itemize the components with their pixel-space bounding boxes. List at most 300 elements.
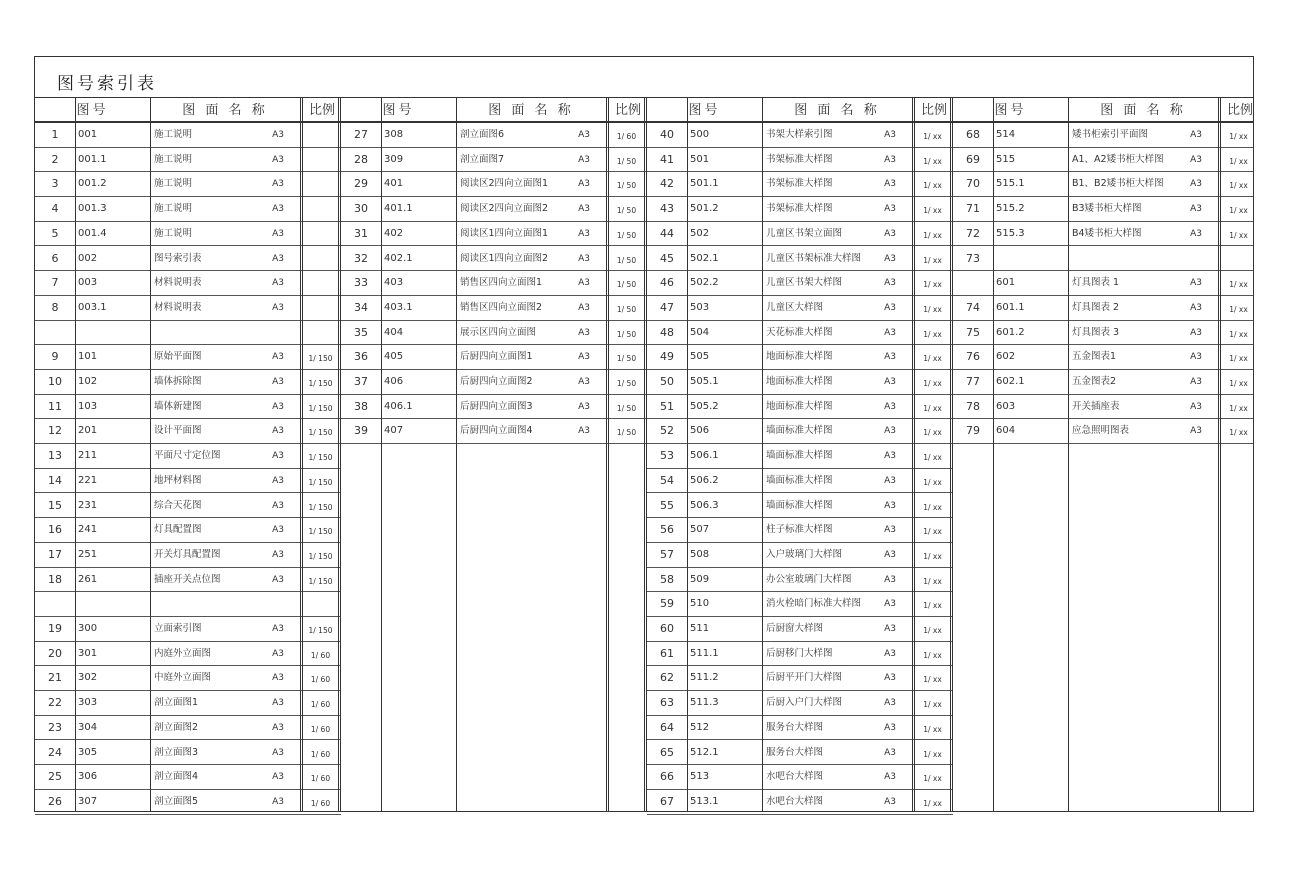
index-grid	[35, 98, 1253, 812]
table-row	[647, 518, 953, 543]
drawing-code: 102	[78, 376, 98, 387]
drawing-scale: 1/ xx	[1229, 132, 1248, 141]
drawing-code: 261	[78, 573, 98, 585]
paper-size: A3	[884, 302, 896, 313]
index-column-group	[341, 98, 647, 812]
drawing-name: 施工说明	[154, 227, 193, 239]
row-number: 37	[354, 375, 368, 388]
table-row	[953, 395, 1253, 420]
drawing-scale: 1/ xx	[1229, 181, 1248, 191]
drawing-scale: 1/ 50	[616, 403, 637, 413]
drawing-scale: 1/ xx	[923, 650, 942, 660]
drawing-code: 506.3	[690, 499, 719, 511]
table-row	[953, 419, 1253, 444]
drawing-code: 507	[690, 524, 710, 536]
table-row	[953, 222, 1253, 247]
drawing-scale: 1/ xx	[923, 206, 942, 216]
table-row	[35, 716, 341, 741]
drawing-name: 地面标准大样图	[766, 400, 833, 412]
drawing-scale: 1/ xx	[923, 280, 942, 290]
table-row	[35, 444, 341, 469]
drawing-name: 墙面标准大样图	[766, 425, 833, 437]
drawing-name: 消火栓暗门标准大样图	[766, 598, 862, 610]
table-row	[341, 271, 647, 296]
drawing-code: 403	[384, 277, 404, 289]
drawing-code: 309	[384, 153, 404, 165]
drawing-name: 销售区四向立面图2	[460, 301, 543, 313]
header-number: 图号	[76, 103, 109, 118]
row-number: 10	[48, 375, 62, 388]
table-row	[35, 395, 341, 420]
drawing-code: 001.2	[78, 178, 107, 190]
drawing-code: 300	[78, 623, 98, 634]
paper-size: A3	[1190, 204, 1202, 215]
drawing-scale: 1/ xx	[923, 132, 942, 141]
paper-size: A3	[272, 278, 284, 289]
table-row	[35, 790, 341, 815]
drawing-name: 儿童区大样图	[766, 301, 824, 313]
row-number: 23	[48, 720, 62, 734]
row-number: 7	[51, 276, 59, 290]
index-sheet	[34, 56, 1254, 812]
drawing-scale: 1/ xx	[923, 477, 942, 487]
paper-size: A3	[1190, 228, 1202, 239]
drawing-code: 251	[78, 548, 98, 560]
drawing-name: 剖立面图1	[154, 697, 199, 709]
column-divider	[381, 98, 382, 812]
drawing-name: 剖立面图5	[154, 795, 199, 807]
drawing-name: B3矮书柜大样图	[1072, 203, 1142, 215]
table-row	[35, 617, 341, 642]
table-row	[341, 123, 647, 148]
row-number: 8	[51, 300, 59, 314]
paper-size: A3	[1190, 154, 1202, 165]
row-number: 76	[966, 350, 980, 364]
scale-divider	[300, 98, 303, 812]
row-number: 54	[660, 473, 674, 487]
drawing-code: 511.3	[690, 697, 719, 709]
drawing-name: 后厨四向立面图4	[460, 425, 533, 437]
drawing-name: 儿童区书架标准大样图	[766, 252, 862, 264]
paper-size: A3	[1190, 179, 1202, 190]
drawing-name: 施工说明	[154, 178, 193, 190]
table-row	[35, 321, 341, 346]
drawing-name: 展示区四向立面图	[460, 326, 537, 338]
row-number: 68	[966, 128, 980, 141]
paper-size: A3	[272, 673, 284, 684]
drawing-name: 灯具配置图	[154, 524, 202, 536]
header-scale: 比例	[308, 103, 335, 118]
table-row	[35, 518, 341, 543]
row-number: 47	[660, 300, 674, 314]
drawing-code: 002	[78, 252, 98, 264]
row-number: 42	[660, 177, 674, 191]
drawing-code: 305	[78, 746, 98, 758]
row-number: 14	[48, 473, 62, 487]
paper-size: A3	[272, 722, 284, 733]
drawing-code: 502.1	[690, 252, 719, 264]
drawing-code: 511.2	[690, 672, 719, 684]
table-header	[341, 98, 647, 123]
table-row	[953, 247, 1253, 272]
header-number: 图号	[994, 103, 1027, 118]
drawing-code: 505	[690, 351, 710, 363]
paper-size: A3	[272, 302, 284, 313]
drawing-name: 书架标准大样图	[766, 178, 833, 190]
drawing-scale: 1/ xx	[923, 551, 942, 561]
table-row	[647, 296, 953, 321]
row-number: 4	[51, 202, 59, 216]
drawing-name: 儿童区书架大样图	[766, 277, 843, 289]
paper-size: A3	[272, 401, 284, 412]
row-number: 30	[354, 202, 368, 216]
row-number: 73	[966, 251, 980, 265]
scale-divider	[606, 98, 609, 812]
drawing-scale: 1/ 150	[308, 576, 333, 586]
paper-size: A3	[884, 352, 896, 363]
table-row	[35, 494, 341, 519]
row-number: 79	[966, 424, 980, 438]
drawing-name: 立面索引图	[154, 623, 202, 634]
drawing-name: 后厨四向立面图2	[460, 376, 533, 387]
drawing-scale: 1/ xx	[923, 379, 942, 388]
drawing-scale: 1/ xx	[923, 181, 942, 191]
drawing-code: 103	[78, 400, 98, 412]
drawing-code: 506.2	[690, 474, 719, 486]
drawing-name: 五金图表2	[1072, 376, 1117, 387]
drawing-name: 儿童区书架立面图	[766, 227, 843, 239]
drawing-scale: 1/ 60	[310, 700, 331, 710]
table-row	[341, 419, 647, 444]
paper-size: A3	[884, 574, 896, 585]
drawing-scale: 1/ 50	[616, 255, 637, 265]
drawing-name: 应急照明图表	[1072, 425, 1130, 437]
drawing-code: 001	[78, 129, 98, 140]
table-row	[647, 716, 953, 741]
drawing-scale: 1/ xx	[923, 255, 942, 265]
paper-size: A3	[884, 722, 896, 733]
row-number: 69	[966, 152, 980, 166]
row-number: 75	[966, 325, 980, 339]
drawing-code: 512	[690, 721, 710, 733]
table-row	[35, 666, 341, 691]
index-column-group	[35, 98, 341, 812]
row-number: 71	[966, 202, 980, 216]
row-number: 70	[966, 177, 980, 191]
drawing-code: 302	[78, 672, 98, 684]
row-number: 13	[48, 449, 62, 463]
drawing-name: 地坪材料图	[154, 474, 202, 486]
drawing-code: 003.1	[78, 301, 107, 313]
drawing-code: 506	[690, 425, 710, 437]
drawing-name: 水吧台大样图	[766, 771, 824, 783]
table-row	[647, 370, 953, 395]
paper-size: A3	[578, 426, 590, 437]
row-number: 62	[660, 671, 674, 685]
drawing-scale: 1/ 50	[616, 280, 637, 290]
drawing-scale: 1/ xx	[923, 453, 942, 463]
table-row	[341, 197, 647, 222]
row-number: 29	[354, 177, 368, 191]
paper-size: A3	[884, 228, 896, 239]
table-row	[35, 172, 341, 197]
row-number: 17	[48, 547, 62, 561]
drawing-code: 221	[78, 474, 98, 486]
table-row	[647, 222, 953, 247]
table-row	[35, 642, 341, 667]
drawing-name: 平面尺寸定位图	[154, 450, 221, 462]
drawing-code: 405	[384, 351, 404, 363]
drawing-name: 原始平面图	[154, 351, 202, 363]
drawing-code: 505.1	[690, 376, 719, 387]
table-row	[953, 123, 1253, 148]
drawing-code: 501.1	[690, 178, 719, 190]
drawing-scale: 1/ xx	[1229, 304, 1248, 314]
drawing-scale: 1/ 150	[308, 403, 333, 413]
paper-size: A3	[272, 426, 284, 437]
table-row	[341, 395, 647, 420]
drawing-scale: 1/ 50	[616, 230, 637, 240]
paper-size: A3	[272, 525, 284, 536]
drawing-code: 501	[690, 153, 710, 165]
paper-size: A3	[272, 451, 284, 462]
header-name: 图 面 名 称	[794, 103, 880, 118]
row-number: 53	[660, 449, 674, 463]
row-number: 36	[354, 350, 368, 364]
paper-size: A3	[272, 228, 284, 239]
table-row	[35, 592, 341, 617]
drawing-scale: 1/ 60	[310, 798, 331, 808]
row-number: 25	[48, 770, 62, 784]
table-row	[35, 765, 341, 790]
column-divider	[75, 98, 76, 812]
column-divider	[1068, 98, 1069, 812]
paper-size: A3	[272, 796, 284, 807]
drawing-scale: 1/ 150	[308, 428, 333, 438]
row-number: 40	[660, 128, 674, 141]
drawing-name: 后厨入户门大样图	[766, 697, 843, 709]
drawing-scale: 1/ xx	[1229, 428, 1248, 438]
row-number: 21	[48, 671, 62, 685]
table-header	[647, 98, 953, 123]
drawing-scale: 1/ 60	[310, 774, 331, 784]
paper-size: A3	[578, 327, 590, 338]
drawing-scale: 1/ xx	[923, 304, 942, 314]
drawing-code: 509	[690, 573, 710, 585]
paper-size: A3	[578, 228, 590, 239]
drawing-scale: 1/ 60	[310, 724, 331, 734]
paper-size: A3	[884, 130, 896, 140]
drawing-scale: 1/ xx	[923, 354, 942, 364]
paper-size: A3	[272, 698, 284, 709]
paper-size: A3	[1190, 278, 1202, 289]
paper-size: A3	[578, 302, 590, 313]
drawing-scale: 1/ 50	[616, 181, 637, 191]
paper-size: A3	[884, 549, 896, 560]
table-row	[35, 543, 341, 568]
paper-size: A3	[884, 451, 896, 462]
drawing-code: 505.2	[690, 400, 719, 412]
table-row	[341, 296, 647, 321]
table-row	[341, 222, 647, 247]
drawing-name: B1、B2矮书柜大样图	[1072, 178, 1164, 190]
drawing-scale: 1/ 50	[616, 156, 637, 166]
drawing-code: 101	[78, 351, 98, 363]
drawing-scale: 1/ 60	[310, 650, 331, 660]
drawing-code: 602	[996, 351, 1016, 363]
drawing-code: 601.2	[996, 326, 1025, 338]
drawing-code: 303	[78, 697, 98, 709]
paper-size: A3	[884, 278, 896, 289]
row-number: 15	[48, 498, 62, 512]
row-number: 26	[48, 794, 62, 808]
drawing-name: 灯具图表 1	[1072, 277, 1120, 289]
table-row	[953, 148, 1253, 173]
row-number: 57	[660, 547, 674, 561]
drawing-scale: 1/ 50	[616, 329, 637, 339]
table-row	[341, 345, 647, 370]
table-row	[35, 197, 341, 222]
drawing-scale: 1/ xx	[923, 230, 942, 240]
row-number: 77	[966, 375, 980, 388]
table-header	[953, 98, 1253, 123]
drawing-code: 308	[384, 129, 404, 140]
paper-size: A3	[884, 154, 896, 165]
paper-size: A3	[1190, 352, 1202, 363]
row-number: 5	[51, 226, 59, 240]
header-number: 图号	[382, 103, 415, 118]
drawing-name: 阅读区1四向立面图2	[460, 252, 549, 264]
table-row	[35, 568, 341, 593]
drawing-scale: 1/ 150	[308, 453, 333, 463]
drawing-code: 241	[78, 524, 98, 536]
index-column-group	[647, 98, 953, 812]
drawing-name: 矮书柜索引平面图	[1072, 129, 1149, 140]
drawing-name: 综合天花图	[154, 499, 202, 511]
drawing-code: 504	[690, 326, 710, 338]
drawing-name: 柱子标准大样图	[766, 524, 833, 536]
table-row	[953, 321, 1253, 346]
drawing-code: 401	[384, 178, 404, 190]
row-number: 44	[660, 226, 674, 240]
row-number: 64	[660, 720, 674, 734]
row-number: 27	[354, 128, 368, 141]
row-number: 50	[660, 375, 674, 388]
drawing-scale: 1/ xx	[923, 675, 942, 685]
row-number: 33	[354, 276, 368, 290]
drawing-name: 阅读区1四向立面图1	[460, 227, 549, 239]
drawing-scale: 1/ xx	[1229, 280, 1248, 290]
table-row	[35, 370, 341, 395]
drawing-code: 515.1	[996, 178, 1025, 190]
drawing-code: 403.1	[384, 301, 413, 313]
row-number: 46	[660, 276, 674, 290]
paper-size: A3	[884, 599, 896, 610]
paper-size: A3	[884, 624, 896, 634]
row-number: 18	[48, 572, 62, 586]
paper-size: A3	[884, 327, 896, 338]
row-number: 22	[48, 696, 62, 710]
drawing-name: 开关灯具配置图	[154, 548, 221, 560]
header-number: 图号	[688, 103, 721, 118]
paper-size: A3	[272, 772, 284, 783]
drawing-scale: 1/ 150	[308, 477, 333, 487]
drawing-code: 501.2	[690, 203, 719, 215]
table-row	[953, 370, 1253, 395]
row-number: 67	[660, 794, 674, 808]
drawing-name: 水吧台大样图	[766, 795, 824, 807]
paper-size: A3	[884, 747, 896, 758]
row-number: 24	[48, 745, 62, 759]
paper-size: A3	[884, 377, 896, 387]
paper-size: A3	[884, 204, 896, 215]
drawing-code: 603	[996, 400, 1016, 412]
drawing-scale: 1/ xx	[923, 700, 942, 710]
title-row	[35, 57, 1253, 98]
paper-size: A3	[272, 624, 284, 634]
paper-size: A3	[272, 179, 284, 190]
paper-size: A3	[272, 352, 284, 363]
drawing-name: 服务台大样图	[766, 721, 824, 733]
table-row	[647, 197, 953, 222]
row-number: 12	[48, 424, 62, 438]
table-row	[35, 271, 341, 296]
drawing-scale: 1/ xx	[923, 329, 942, 339]
row-number: 6	[51, 251, 59, 265]
drawing-code: 402.1	[384, 252, 413, 264]
table-row	[341, 370, 647, 395]
drawing-scale: 1/ xx	[1229, 403, 1248, 413]
drawing-name: 书架标准大样图	[766, 153, 833, 165]
drawing-code: 515.3	[996, 227, 1025, 239]
drawing-code: 304	[78, 721, 98, 733]
paper-size: A3	[272, 648, 284, 659]
row-number: 43	[660, 202, 674, 216]
drawing-scale: 1/ xx	[923, 724, 942, 734]
header-name: 图 面 名 称	[182, 103, 268, 118]
drawing-code: 402	[384, 227, 404, 239]
table-row	[953, 345, 1253, 370]
drawing-name: B4矮书柜大样图	[1072, 227, 1142, 239]
drawing-code: 511	[690, 623, 710, 634]
drawing-code: 513.1	[690, 795, 719, 807]
drawing-scale: 1/ 50	[616, 354, 637, 364]
drawing-name: 剖立面图4	[154, 771, 199, 783]
drawing-code: 001.4	[78, 227, 107, 239]
drawing-name: 设计平面图	[154, 425, 202, 437]
row-number: 61	[660, 646, 674, 660]
table-row	[35, 222, 341, 247]
paper-size: A3	[272, 154, 284, 165]
table-row	[341, 148, 647, 173]
drawing-name: 墙体新建图	[154, 400, 202, 412]
drawing-name: 墙面标准大样图	[766, 450, 833, 462]
drawing-scale: 1/ xx	[1229, 354, 1248, 364]
paper-size: A3	[578, 204, 590, 215]
drawing-name: 天花标准大样图	[766, 326, 833, 338]
drawing-name: 阅读区2四向立面图2	[460, 203, 549, 215]
drawing-scale: 1/ 50	[616, 428, 637, 438]
row-number: 38	[354, 399, 368, 413]
table-row	[647, 395, 953, 420]
table-row	[35, 345, 341, 370]
drawing-scale: 1/ xx	[923, 798, 942, 808]
table-row	[953, 271, 1253, 296]
drawing-code: 500	[690, 129, 710, 140]
row-number: 28	[354, 152, 368, 166]
table-row	[341, 321, 647, 346]
table-row	[647, 765, 953, 790]
